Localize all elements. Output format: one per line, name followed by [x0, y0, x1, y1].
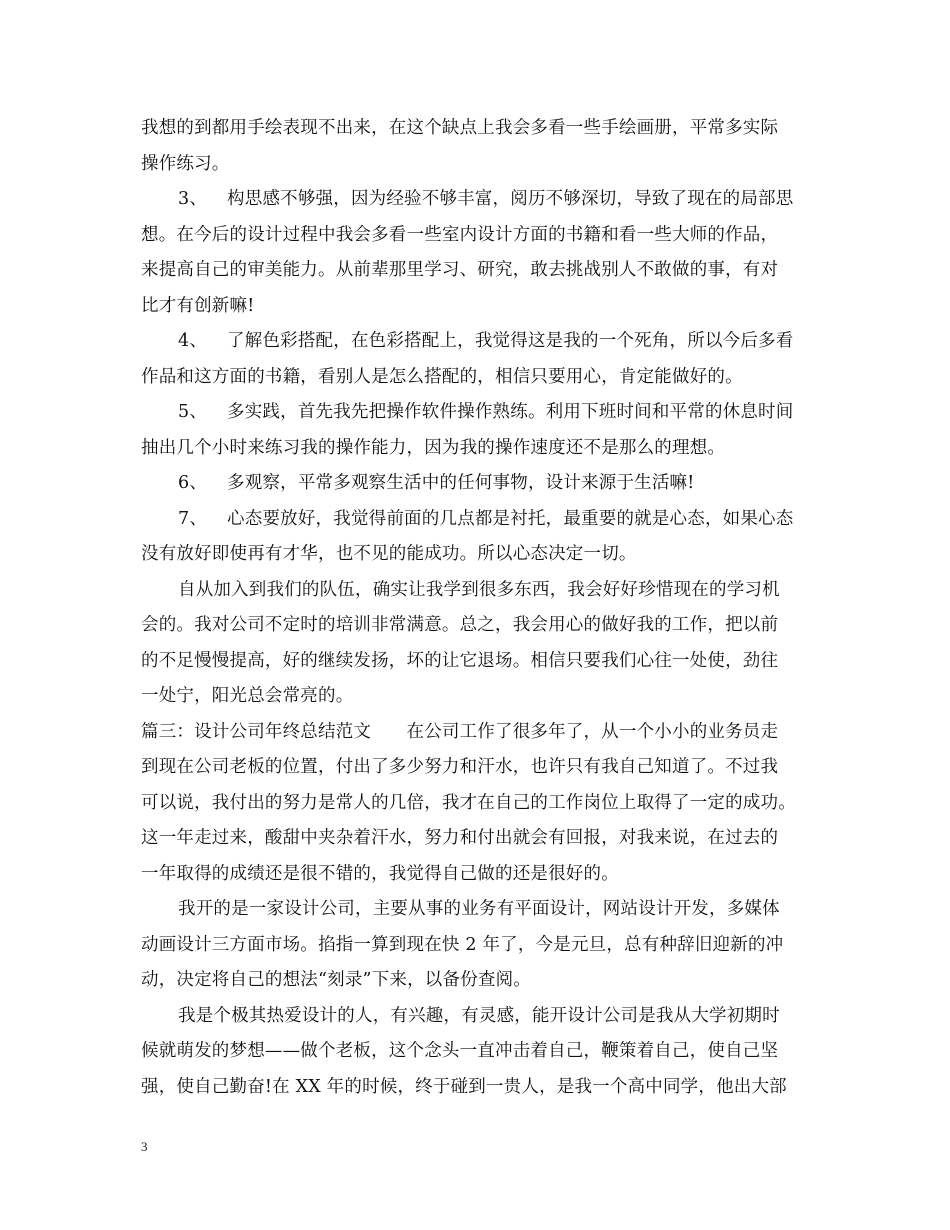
text-line	[141, 182, 813, 218]
page-number: 3	[141, 1139, 148, 1154]
line-text: 这一年走过来，酸甜中夹杂着汗水，努力和付出就会有回报，对我来说，在过去的	[141, 828, 779, 848]
line-text: 的不足慢慢提高，好的继续发扬，坏的让它退场。相信只要我们心往一处使，劲往	[141, 650, 779, 671]
line-text: 心态要放好，我觉得前面的几点都是衬托，最重要的就是心态，如果心态	[227, 508, 794, 529]
list-number: 3、	[178, 189, 208, 209]
text-line	[141, 963, 813, 999]
line-text: 抽出几个小时来练习我的操作能力，因为我的操作速度还不是那么的理想。	[141, 437, 726, 458]
line-text: 操作练习。	[141, 153, 230, 174]
list-number: 5、	[178, 402, 208, 422]
line-text: 没有放好即使再有才华，也不见的能成功。所以心态决定一切。	[141, 544, 637, 564]
text-line	[141, 679, 813, 715]
text-line	[141, 715, 813, 751]
text-line	[141, 431, 813, 467]
text-line	[141, 253, 813, 289]
line-text: 一年取得的成绩还是很不错的，我觉得自己做的还是很好的。	[141, 863, 619, 884]
line-text: 一处宁，阳光总会常亮的。	[141, 686, 354, 706]
list-number: 6、	[178, 473, 208, 493]
line-text: 构思感不够强，因为经验不够丰富，阅历不够深切，导致了现在的局部思	[227, 189, 794, 209]
text-line	[141, 821, 813, 857]
text-line	[141, 786, 813, 822]
text-line	[141, 218, 813, 254]
text-line	[141, 324, 813, 360]
line-text: 动画设计三方面市场。掐指一算到现在快 2 年了，今是元旦，总有种辞旧迎新的冲	[141, 934, 784, 955]
text-line	[141, 289, 813, 325]
line-text: 我想的到都用手绘表现不出来，在这个缺点上我会多看一些手绘画册，平常多实际	[141, 118, 779, 138]
text-line	[141, 644, 813, 680]
text-line	[141, 502, 813, 538]
text-line	[141, 857, 813, 893]
line-text: 我是个极其热爱设计的人，有兴趣，有灵感，能开设计公司是我从大学初期时	[178, 1005, 780, 1026]
line-text: 会的。我对公司不定时的培训非常满意。总之，我会用心的做好我的工作，把以前	[141, 615, 779, 635]
body-text	[141, 111, 813, 1105]
text-line	[141, 573, 813, 609]
line-text: 比才有创新嘛!	[141, 295, 255, 316]
line-text: 强，使自己勤奋!在 XX 年的时候，终于碰到一贵人，是我一个高中同学，他出大部	[141, 1076, 787, 1097]
line-text: 自从加入到我们的队伍，确实让我学到很多东西，我会好好珍惜现在的学习机	[178, 579, 780, 600]
list-number: 4、	[178, 331, 208, 351]
text-line	[141, 928, 813, 964]
text-line	[141, 892, 813, 928]
list-number: 7、	[178, 508, 208, 529]
line-text: 多实践，首先我先把操作软件操作熟练。利用下班时间和平常的休息时间	[227, 402, 794, 422]
text-line	[141, 466, 813, 502]
line-text: 动，决定将自己的想法“刻录”下来，以备份查阅。	[141, 970, 531, 990]
line-text: 多观察，平常多观察生活中的任何事物，设计来源于生活嘛!	[227, 473, 695, 493]
line-text: 想。在今后的设计过程中我会多看一些室内设计方面的书籍和看一些大师的作品，	[141, 224, 779, 245]
line-text: 到现在公司老板的位置，付出了多少努力和汗水，也许只有我自己知道了。不过我	[141, 757, 779, 777]
text-line	[141, 360, 813, 396]
text-line	[141, 1070, 813, 1106]
text-line	[141, 395, 813, 431]
line-text: 我开的是一家设计公司，主要从事的业务有平面设计，网站设计开发，多媒体	[178, 899, 780, 919]
text-line	[141, 147, 813, 183]
text-line	[141, 111, 813, 147]
text-line	[141, 750, 813, 786]
text-line	[141, 1034, 813, 1070]
text-line	[141, 999, 813, 1035]
line-text: 候就萌发的梦想——做个老板，这个念头一直冲击着自己，鞭策着自己，使自己坚	[141, 1041, 779, 1061]
line-text: 了解色彩搭配，在色彩搭配上，我觉得这是我的一个死角，所以今后多看	[227, 331, 794, 351]
line-text: 来提高自己的审美能力。从前辈那里学习、研究，敢去挑战别人不敢做的事，有对	[141, 260, 779, 280]
text-line	[141, 608, 813, 644]
line-text: 可以说，我付出的努力是常人的几倍，我才在自己的工作岗位上取得了一定的成功。	[141, 792, 796, 813]
line-text: 篇三：设计公司年终总结范文 在公司工作了很多年了，从一个小小的业务员走	[141, 721, 779, 742]
line-text: 作品和这方面的书籍，看别人是怎么搭配的，相信只要用心，肯定能做好的。	[141, 366, 743, 387]
text-line	[141, 537, 813, 573]
